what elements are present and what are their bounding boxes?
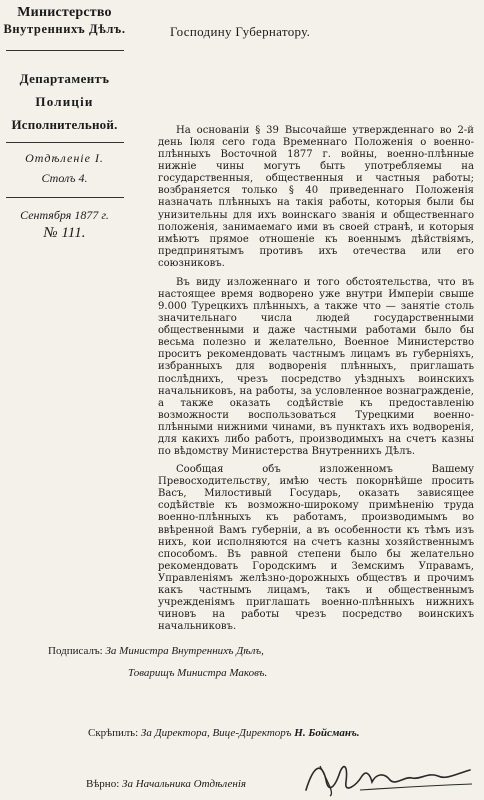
countersigned-label: Скрѣпилъ: [88,727,139,739]
countersigned-name: Н. Бойсманъ. [294,727,360,739]
ministry-heading-cont: Внутреннихъ Дѣлъ. [3,22,126,36]
addressee: Господину Губернатору. [170,24,311,39]
countersigned-line [88,727,360,739]
signed-for: За Министра Внутреннихъ Дѣлъ, [105,645,264,657]
heading-divider [6,50,124,51]
heading-divider-2 [6,142,124,143]
document-number: № 111. [43,225,86,241]
letter-body [158,125,474,633]
paragraph: Въ виду изложеннаго и того обстоятельства, что въ настоящее время водворено уже внутри Имперіи свыше 9.000 Турецкихъ плѣнныхъ, а также что — занятіе столь значительнаго числа людей государственными общественными и даже частными работами было бы весьма полезно и желательно, Военное Министерство проситъ рекомендовать частнымъ лицамъ въ губерніяхъ, избранныхъ для водворенія плѣнныхъ, приглашать послѣднихъ, чрезъ посредство уѣздныхъ воинскихъ начальниковъ, на работы, за условленное вознагражденіе, а также оказать содѣйствіе къ предоставленію возможности воспользоваться Турецкими военно-плѣнными нижними чинами, въ пунктахъ ихъ водворенія, для какихъ либо работъ, производимыхъ на счетъ казны по вѣдомству Министерства Внутреннихъ Дѣлъ. [158,276,474,458]
verified-text: За Начальника Отдѣленія [122,778,247,790]
paragraph: Сообщая объ изложенномъ Вашему Превосходительству, имѣю честь покорнѣйше просить Васъ, Милостивый Государь, оказать зависящее содѣйствіе къ возможно-широкому примѣненію труда военно-плѣнныхъ къ работамъ, производимымъ во ввѣренной Вамъ губерніи, а въ особенности къ тѣмъ изъ нихъ, кои исполняются на счетъ казны хозяйственнымъ способомъ. Въ равной степени было бы желательно рекомендовать Городскимъ и Земскимъ Управамъ, Управленіямъ желѣзно-дорожныхъ обществъ и прочимъ какъ частнымъ лицамъ, такъ и общественнымъ учрежденіямъ приглашать военно-плѣнныхъ нижнихъ чиновъ на работы чрезъ посредство воинскихъ начальниковъ. [158,464,474,633]
verified-label: Вѣрно: [86,778,120,790]
signed-label: Подписалъ: [48,645,103,657]
paragraph: На основаніи § 39 Высочайше утвержденнаго во 2-й день Іюля сего года Временнаго Положенія о военно-плѣнныхъ Восточной 1877 г. войны, военно-плѣнные нижніе чины могутъ быть употребляемы на государственныя, общественныя и частныя работы; возбраняется только § 40 приведеннаго Положенія назначать плѣнныхъ на такія работы, которыя были бы унизительны для ихъ воинскаго званія и общественнаго положенія, занимаемаго ими въ своей странѣ, и которыя имѣютъ прямое отношеніе къ военнымъ дѣйствіямъ, предпринятымъ противъ ихъ отечества или его союзниковъ. [158,125,474,269]
handwritten-signature [300,760,478,798]
department-heading-cont1: Полиціи [35,94,94,109]
department-heading-cont2: Исполнительной. [11,117,118,132]
deputy-line: Товарищъ Министра Маковъ. [128,667,268,679]
countersigned-text: За Директора, Вице-Директоръ [140,727,292,739]
document-date: Сентября 1877 г. [20,208,109,222]
signed-line [48,645,264,657]
section-label: Отдѣленіе I. [25,151,104,165]
desk-label: Столъ 4. [41,171,88,185]
ministry-heading: Министерство [17,5,112,20]
department-heading: Департаментъ [19,71,110,86]
heading-divider-3 [6,197,124,198]
verified-line [86,778,246,790]
